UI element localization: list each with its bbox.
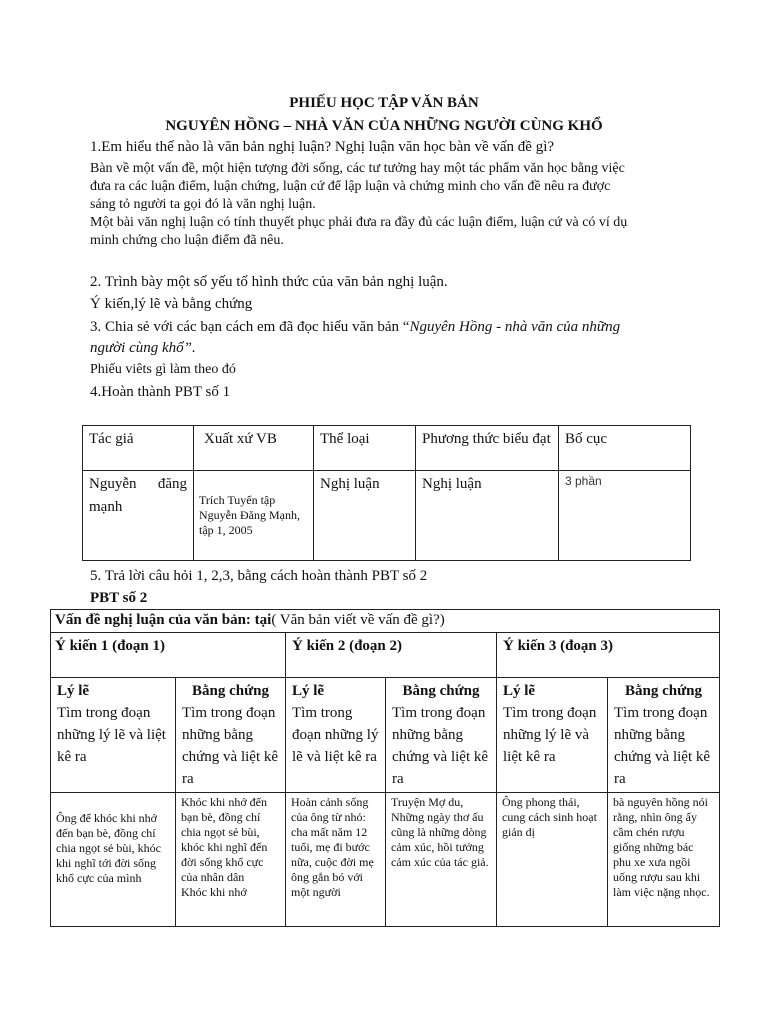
- answer-1: [90, 160, 710, 250]
- pbt1-header-layout: Bố cục: [559, 426, 691, 471]
- pbt2-opinion-2: Ý kiến 2 (đoạn 2): [286, 633, 497, 678]
- pbt2-answer-6: bà nguyên hồng nói rằng, nhìn ông ấy cầm chén rượu giống những bác phu xe xưa ngồi uống rượu sau khi làm việc nặng nhọc.: [608, 793, 720, 927]
- pbt2-answer-5: Ông phong thái, cung cách sinh hoạt giản dị: [497, 793, 608, 927]
- pbt2-reason-hint: Tìm trong đoạn những lý lẽ và liệt kê ra: [503, 705, 597, 765]
- title-line-2: NGUYÊN HỒNG – NHÀ VĂN CỦA NHỮNG NGƯỜI CÙNG KHỔ: [165, 118, 603, 134]
- pbt1-header-author: Tác giả: [83, 426, 194, 471]
- title-line-1: PHIẾU HỌC TẬP VĂN BẢN: [289, 95, 479, 111]
- pbt2-reason-1: [51, 678, 176, 793]
- pbt2-issue: [51, 610, 720, 633]
- pbt1-author: Nguyễn đăng mạnh: [83, 471, 194, 561]
- answer-1-line: minh chứng cho luận điểm đã nêu.: [90, 233, 284, 248]
- pbt2-issue-label: Vấn đề nghị luận của văn bản: tại: [55, 612, 272, 628]
- question-3-prefix: 3. Chia sẻ với các bạn cách em đã đọc hiểu văn bản “: [90, 319, 410, 335]
- question-4: 4.Hoàn thành PBT số 1: [90, 384, 231, 400]
- question-1: 1.Em hiểu thế nào là văn bản nghị luận? Nghị luận văn học bàn về vấn đề gì?: [90, 139, 555, 155]
- pbt2-answer-4: Truyện Mợ du, Những ngày thơ ấu cũng là những dòng cảm xúc, hồi tưởng cảm xúc của tác giả.: [386, 793, 497, 927]
- pbt2-evidence-hint: Tìm trong đoạn những bằng chứng và liệt kê ra: [392, 705, 489, 787]
- pbt1-layout: 3 phần: [559, 471, 691, 561]
- pbt2-table: [50, 609, 720, 927]
- question-3-title: Nguyên Hồng - nhà văn của những: [409, 319, 621, 335]
- pbt1-header-genre: Thể loại: [314, 426, 416, 471]
- question-2: 2. Trình bày một số yếu tố hình thức của văn bản nghị luận.: [90, 274, 448, 290]
- pbt2-evidence-1: [176, 678, 286, 793]
- pbt2-reason-3: [497, 678, 608, 793]
- pbt1-genre: Nghị luận: [314, 471, 416, 561]
- pbt1-header-origin: Xuất xứ VB: [194, 426, 314, 471]
- answer-1-line: Một bài văn nghị luận có tính thuyết phục phải đưa ra đầy đủ các luận điểm, luận cứ và có ví dụ: [90, 215, 628, 230]
- pbt2-reason-2: [286, 678, 386, 793]
- answer-1-line: đưa ra các luận điểm, luận chứng, luận cứ để lập luận và chứng minh cho vấn đề nêu ra được: [90, 179, 611, 194]
- pbt2-label: PBT số 2: [90, 590, 148, 606]
- pbt2-reason-label: Lý lẽ: [292, 683, 325, 699]
- pbt2-opinion-3: Ý kiến 3 (đoạn 3): [497, 633, 720, 678]
- pbt2-opinion-1: Ý kiến 1 (đoạn 1): [51, 633, 286, 678]
- question-3: [90, 318, 620, 337]
- pbt1-header-mode: Phương thức biểu đạt: [416, 426, 559, 471]
- pbt2-evidence-3: [608, 678, 720, 793]
- pbt1-origin: Trích Tuyển tập Nguyễn Đăng Mạnh, tập 1, 2005: [194, 471, 314, 561]
- answer-1-line: Bàn về một vấn đề, một hiện tượng đời sống, các tư tưởng hay một tác phẩm văn học bằng việc: [90, 161, 625, 176]
- pbt2-evidence-label: Bằng chứng: [192, 683, 269, 699]
- pbt2-reason-label: Lý lẽ: [503, 683, 536, 699]
- pbt2-evidence-hint: Tìm trong đoạn những bằng chứng và liệt kê ra: [614, 705, 711, 787]
- question-3-title-cont: người cùng khổ”.: [90, 340, 196, 356]
- pbt2-issue-hint: ( Văn bản viết về vấn đề gì?): [271, 612, 445, 628]
- answer-3: Phiếu viêts gì làm theo đó: [90, 362, 236, 377]
- pbt2-reason-hint: Tìm trong đoạn những lý lẽ và liệt kê ra: [57, 705, 166, 765]
- pbt2-answer-1: Ông để khóc khi nhớ đến bạn bè, đồng chí chia ngọt sẻ bùi, khóc khi nghĩ tới đời sống khổ cực của mình: [51, 793, 176, 927]
- pbt1-table: [82, 425, 691, 561]
- pbt2-evidence-hint: Tìm trong đoạn những bằng chứng và liệt kê ra: [182, 705, 279, 787]
- pbt2-evidence-label: Bằng chứng: [402, 683, 480, 699]
- pbt2-evidence-2: [386, 678, 497, 793]
- pbt2-reason-hint: Tìm trong đoạn những lý lẽ và liệt kê ra: [292, 705, 379, 765]
- pbt2-answer-3: Hoàn cảnh sống của ông từ nhỏ: cha mất năm 12 tuổi, mẹ đi bước nữa, cuộc đời mẹ ông gắn bó với một người: [286, 793, 386, 927]
- pbt2-evidence-label: Bằng chứng: [625, 683, 702, 699]
- pbt1-mode: Nghị luận: [416, 471, 559, 561]
- answer-1-line: sáng tỏ người ta gọi đó là văn nghị luận.: [90, 197, 316, 212]
- answer-2: Ý kiến,lý lẽ và bằng chứng: [90, 296, 253, 312]
- pbt2-answer-2: Khóc khi nhớ đến bạn bè, đồng chí chia ngọt sẻ bùi, khóc khi nghĩ đến đời sống khổ cực của nhân dân Khóc khi nhớ: [176, 793, 286, 927]
- pbt2-reason-label: Lý lẽ: [57, 683, 90, 699]
- question-5: 5. Trả lời câu hỏi 1, 2,3, bằng cách hoàn thành PBT số 2: [90, 568, 428, 584]
